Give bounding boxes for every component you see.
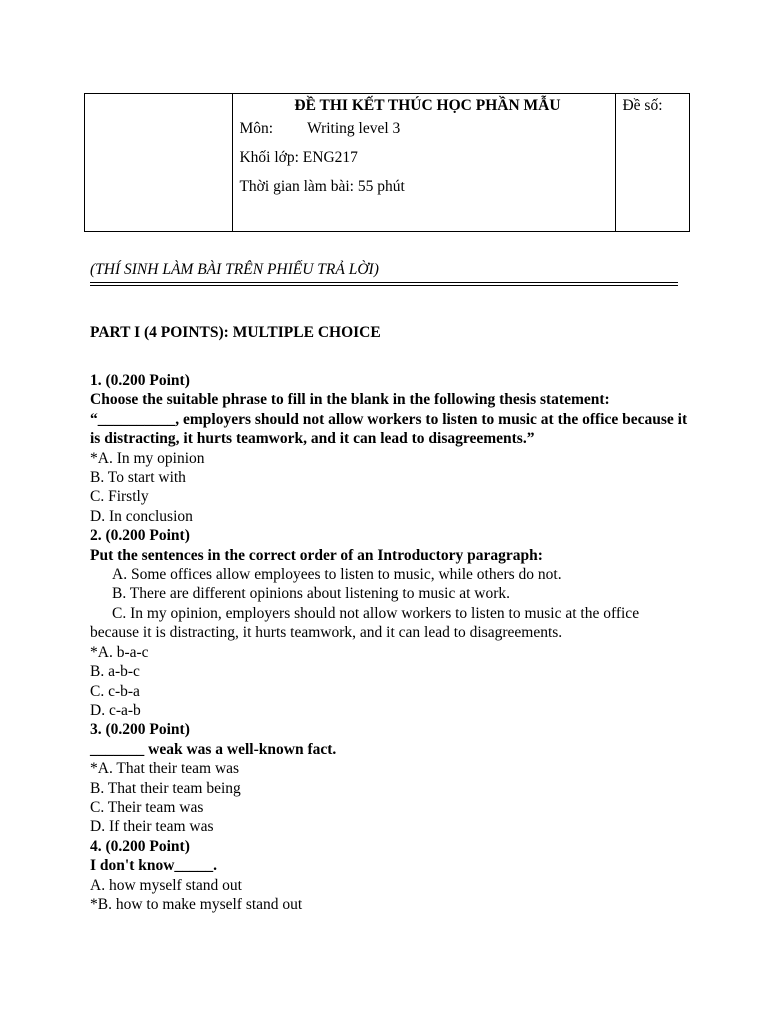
question-prompt: Put the sentences in the correct order of an Introductory paragraph: bbox=[90, 546, 543, 564]
answer-option: *A. b-a-c bbox=[90, 643, 149, 661]
answer-option: B. That their team being bbox=[90, 779, 241, 797]
question-heading: 1. (0.200 Point) bbox=[90, 372, 190, 389]
subject-value: Writing level 3 bbox=[307, 120, 401, 138]
questions-list bbox=[90, 371, 690, 914]
exam-header-table bbox=[84, 93, 690, 232]
answer-option: *B. how to make myself stand out bbox=[90, 895, 303, 913]
answer-option: *A. That their team was bbox=[90, 760, 240, 778]
duration-row: Thời gian làm bài: 55 phút bbox=[239, 178, 405, 196]
logo-cell bbox=[85, 94, 233, 232]
question-prompt: I don't know_____. bbox=[90, 857, 218, 875]
class-row: Khối lớp: ENG217 bbox=[239, 149, 358, 167]
answer-option: C. c-b-a bbox=[90, 682, 140, 700]
answer-option: A. how myself stand out bbox=[90, 876, 242, 894]
ordering-sentence bbox=[90, 604, 690, 643]
exam-title: ĐỀ THI KẾT THÚC HỌC PHẦN MẪU bbox=[294, 97, 561, 114]
exam-info-cell bbox=[233, 94, 616, 232]
answer-option: B. a-b-c bbox=[90, 663, 140, 681]
exam-number-label: Đề số: bbox=[622, 97, 663, 114]
question-heading: 3. (0.200 Point) bbox=[90, 721, 190, 739]
subject-row bbox=[239, 119, 615, 148]
answer-option: C. Firstly bbox=[90, 488, 149, 506]
question-heading: 2. (0.200 Point) bbox=[90, 527, 190, 545]
answer-option: *A. In my opinion bbox=[90, 449, 205, 467]
ordering-sentence: B. There are different opinions about listening to music at work. bbox=[112, 585, 511, 603]
answer-option: D. c-a-b bbox=[90, 701, 141, 719]
question-heading: 4. (0.200 Point) bbox=[90, 837, 190, 855]
subject-label: Môn: bbox=[239, 120, 274, 138]
answer-option: D. In conclusion bbox=[90, 507, 193, 525]
answer-option: B. To start with bbox=[90, 469, 186, 487]
answer-option: D. If their team was bbox=[90, 818, 214, 836]
ordering-sentence-text: C. In my opinion, employers should not allow workers to listen to music at the office because it is distracting, it hurts teamwork, and it can lead to disagreements. bbox=[90, 604, 643, 642]
ordering-sentence: A. Some offices allow employees to listen to music, while others do not. bbox=[112, 566, 562, 584]
question-prompt: _______ weak was a well-known fact. bbox=[90, 740, 337, 758]
instruction-text: (THÍ SINH LÀM BÀI TRÊN PHIẾU TRẢ LỜI) bbox=[90, 261, 379, 278]
question-prompt: Choose the suitable phrase to fill in the blank in the following thesis statement: “__________, employers should not allow workers to listen to music at the office because it is distracting, it hurts teamwork, and it can lead to disagreements.” bbox=[90, 391, 692, 448]
exam-number-cell bbox=[616, 94, 690, 232]
answer-option: C. Their team was bbox=[90, 798, 204, 816]
part-title: PART I (4 POINTS): MULTIPLE CHOICE bbox=[90, 324, 381, 341]
double-divider bbox=[90, 282, 678, 286]
